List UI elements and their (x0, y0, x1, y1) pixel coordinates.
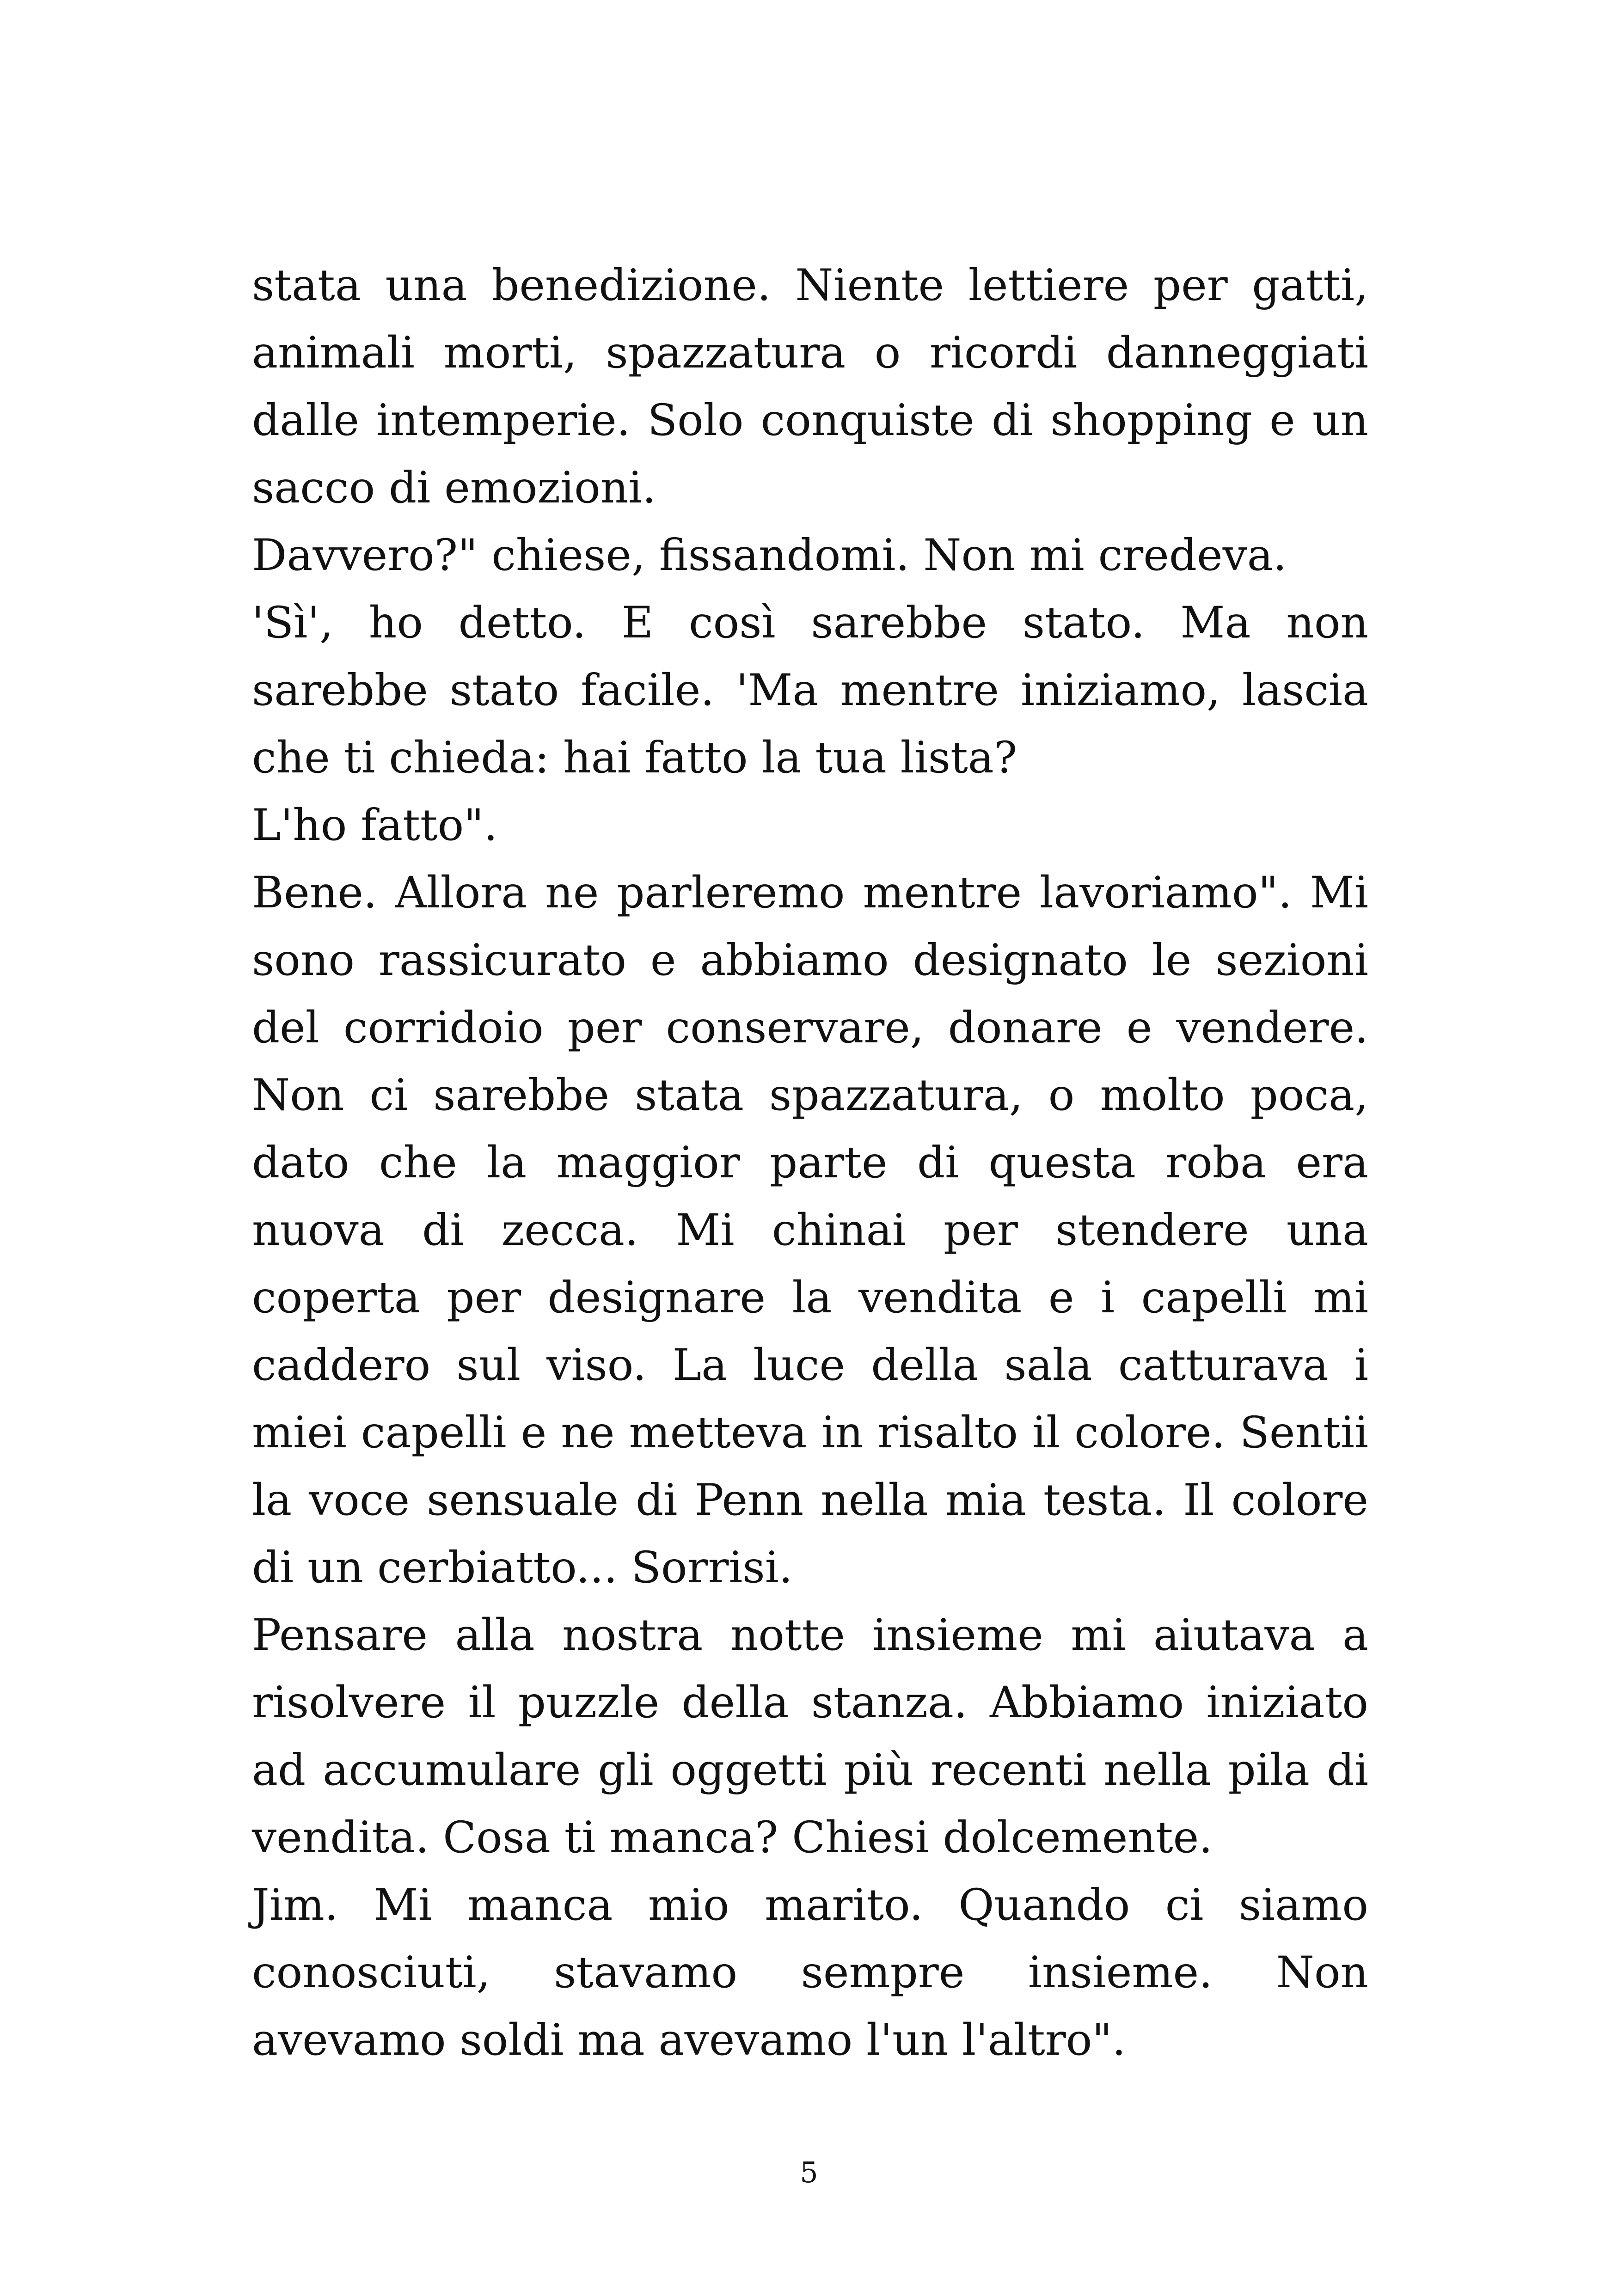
paragraph: Jim. Mi manca mio marito. Quando ci siamo conosciuti, stavamo sempre insieme. Non avevamo soldi ma avevamo l'un l'altro". (252, 1880, 1368, 2065)
paragraph: 'Sì', ho detto. E così sarebbe stato. Ma non sarebbe stato facile. 'Ma mentre iniziamo, lascia che ti chieda: hai fatto la tua lista? (252, 598, 1368, 783)
body-text (252, 252, 1368, 2074)
paragraph: Bene. Allora ne parleremo mentre lavoriamo". Mi sono rassicurato e abbiamo designato le sezioni del corridoio per conservare, donare e vendere. Non ci sarebbe stata spazzatura, o molto poca, dato che la maggior parte di questa roba era nuova di zecca. Mi chinai per stendere una coperta per designare la vendita e i capelli mi caddero sul viso. La luce della sala catturava i miei capelli e ne metteva in risalto il colore. Sentii la voce sensuale di Penn nella mia testa. Il colore di un cerbiatto... Sorrisi. (252, 868, 1368, 1593)
paragraph: stata una benedizione. Niente lettiere per gatti, animali morti, spazzatura o ricordi danneggiati dalle intemperie. Solo conquiste di shopping e un sacco di emozioni. (252, 260, 1368, 513)
page-number: 5 (800, 2155, 818, 2189)
paragraph: Pensare alla nostra notte insieme mi aiutava a risolvere il puzzle della stanza. Abbiamo iniziato ad accumulare gli oggetti più recenti nella pila di vendita. Cosa ti manca? Chiesi dolcemente. (252, 1610, 1368, 1863)
paragraph: L'ho fatto". (252, 800, 498, 851)
paragraph: Davvero?" chiese, fissandomi. Non mi credeva. (252, 530, 1287, 581)
